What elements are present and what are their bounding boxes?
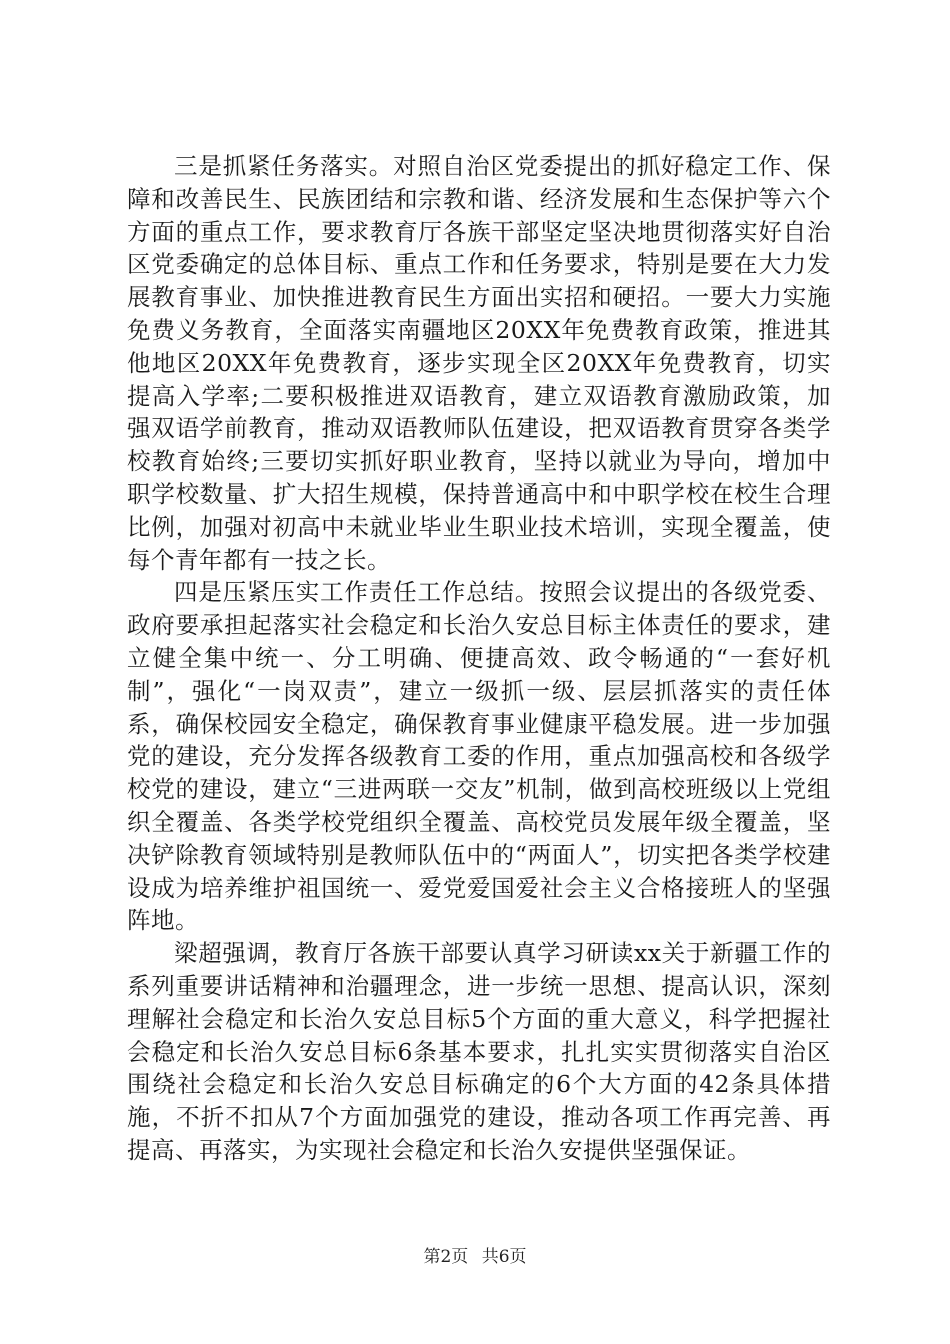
paragraph-work-responsibility: 四是压紧压实工作责任工作总结。按照会议提出的各级党委、政府要承担起落实社会稳定和长治久安总目标主体责任的要求，建立健全集中统一、分工明确、便捷高效、政令畅通的“一套好机制”，强化“一岗双责”，建立一级抓一级、层层抓落实的责任体系，确保校园安全稳定，确保教育事业健康平稳发展。进一步加强党的建设，充分发挥各级教育工委的作用，重点加强高校和各级学校党的建设，建立“三进两联一交友”机制，做到高校班级以上党组织全覆盖、各类学校党组织全覆盖、高校党员发展年级全覆盖，坚决铲除教育领域特别是教师队伍中的“两面人”，切实把各类学校建设成为培养维护祖国统一、爱党爱国爱社会主义合格接班人的坚强阵地。 (127, 578, 831, 935)
page-total: 共6页 (481, 1247, 527, 1267)
page-footer (0, 1246, 950, 1268)
paragraph-liang-chao-emphasis: 梁超强调，教育厅各族干部要认真学习研读xx关于新疆工作的系列重要讲话精神和治疆理念，进一步统一思想、提高认识，深刻理解社会稳定和长治久安总目标5个方面的重大意义，科学把握社会稳定和长治久安总目标6条基本要求，扎扎实实贯彻落实自治区围绕社会稳定和长治久安总目标确定的6个大方面的42条具体措施，不折不扣从7个方面加强党的建设，推动各项工作再完善、再提高、再落实，为实现社会稳定和长治久安提供坚强保证。 (127, 939, 831, 1164)
paragraph-task-implementation: 三是抓紧任务落实。对照自治区党委提出的抓好稳定工作、保障和改善民生、民族团结和宗教和谐、经济发展和生态保护等六个方面的重点工作，要求教育厅各族干部坚定坚决地贯彻落实好自治区党委确定的总体目标、重点工作和任务要求，特别是要在大力发展教育事业、加快推进教育民生方面出实招和硬招。一要大力实施免费义务教育，全面落实南疆地区20XX年免费教育政策，推进其他地区20XX年免费教育，逐步实现全区20XX年免费教育，切实提高入学率;二要积极推进双语教育，建立双语教育激励政策，加强双语学前教育，推动双语教师队伍建设，把双语教育贯穿各类学校教育始终;三要切实抓好职业教育，坚持以就业为导向，增加中职学校数量、扩大招生规模，保持普通高中和中职学校在校生合理比例，加强对初高中未就业毕业生职业技术培训，实现全覆盖，使每个青年都有一技之长。 (127, 152, 831, 574)
page-number: 第2页 (423, 1247, 469, 1267)
document-body (127, 150, 831, 1167)
